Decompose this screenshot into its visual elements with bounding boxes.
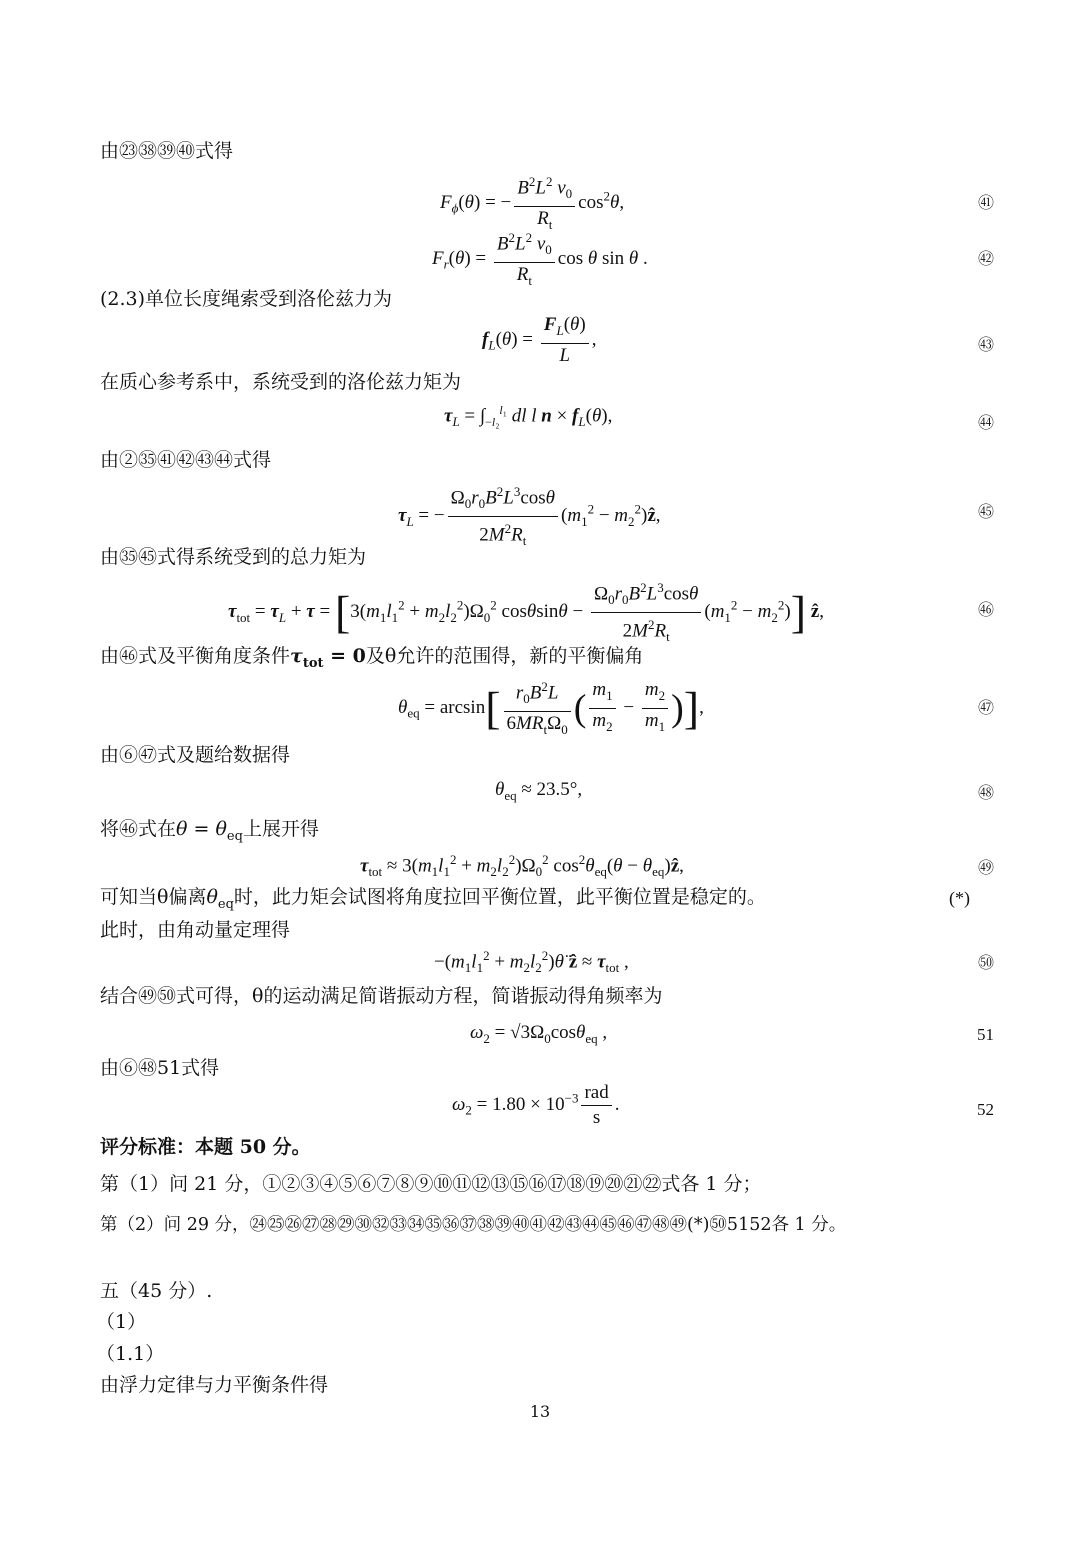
text-segment: 上展开得 <box>242 818 319 840</box>
text-line: 在质心参考系中，系统受到的洛伦兹力矩为 <box>100 371 462 393</box>
subsection-heading: （1） <box>96 1311 147 1333</box>
scoring-part2: 第（2）问 29 分，㉔㉕㉖㉗㉘㉙㉚㉜㉝㉞㉟㊱㊲㊳㊴㊵㊶㊷㊸㊹㊺㊻㊼㊽㊾(*)㊿5152各 1 分。 <box>100 1215 847 1235</box>
text-segment: 可知当θ偏离 <box>100 886 207 908</box>
equation-41: $F_\phi(\theta)$ = − $\frac{B^2L^2 v_0}{R_t}$ $\cos^2\theta$, <box>440 174 625 232</box>
equation-number: ㊻ <box>977 600 994 619</box>
equation-45: $\tau_L$ = − $\frac{\Omega_0r_0B^2L^3\cos\theta}{2M^2R_t}$ ($m_1^2$ − $m_2^2)ẑ$, <box>398 484 661 549</box>
equation-number: ㊽ <box>977 783 994 802</box>
text-line: 将㊻式在$\theta = \theta_{eq}$上展开得 <box>100 818 319 844</box>
equation-number: ㊸ <box>977 335 994 354</box>
equation-47: $\theta_{eq} = \arcsin$[ $\frac{r_0B^2L}{6MR_t\Omega_0}$ ( $\frac{m_1}{m_2}$ − $\frac{m_2}{m_1}$ )], <box>398 679 704 737</box>
equation-number: ㊷ <box>977 249 994 268</box>
equation-46: $\tau_{tot} = \tau_L + \tau = [3(m_1l_1^2 + m_2l_2^2)\Omega_0^2$ cosθsinθ − $\frac{\Omega_0r_0B^2L^3\cos\theta}{2M^2R_t}$ $(m_1^2 - m_2^2)$] ẑ, <box>228 580 824 645</box>
text-segment: 将㊻式在 <box>100 818 177 840</box>
equation-number: 52 <box>977 1100 994 1119</box>
equation-48: $\theta_{eq} \approx 23.5^\circ$, <box>495 779 583 803</box>
equation-number: 51 <box>977 1025 994 1044</box>
equation-42: $F_r(\theta)$ = $\frac{B^2L^2 v_0}{R_t}$ cos θ sin θ . <box>432 230 648 288</box>
text-line: 由⑥㊽51式得 <box>100 1057 220 1079</box>
equation-number: ㊹ <box>977 413 994 432</box>
text-line: 由②㉟㊶㊷㊸㊹式得 <box>100 449 272 471</box>
page-number: 13 <box>529 1402 551 1421</box>
equation-number: ㊼ <box>977 698 994 717</box>
equation-number: ㊾ <box>977 858 994 877</box>
equation-49: $\tau_{tot} \approx 3(m_1l_1^2 + m_2l_2^2)\Omega_0^2$ $\cos^2\theta_{eq}(\theta$ − $\theta_{eq})ẑ$, <box>360 852 684 880</box>
text-line: 由㊻式及平衡角度条件$\tau_{tot} = 0$及θ允许的范围得，新的平衡偏角 <box>100 645 644 671</box>
text-segment: 及θ允许的范围得，新的平衡偏角 <box>365 645 644 667</box>
scoring-title: 评分标准：本题 50 分。 <box>100 1136 311 1158</box>
text-line: (2.3)单位长度绳索受到洛伦兹力为 <box>100 288 393 310</box>
equation-50: $-(m_1l_1^2$ + $m_2l_2^2)\thetä$ ẑ ≈ $\tau_{tot}$ , <box>434 948 629 976</box>
equation-number: ㊶ <box>977 193 994 212</box>
text-segment: 由㊻式及平衡角度条件 <box>100 645 291 667</box>
text-line: 此时，由角动量定理得 <box>100 919 291 941</box>
star-mark: (*) <box>949 888 970 908</box>
section-heading: 五（45 分）. <box>100 1280 213 1302</box>
subsection-heading: （1.1） <box>96 1343 165 1365</box>
text-line: 结合㊾㊿式可得，θ的运动满足简谐振动方程，简谐振动得角频率为 <box>100 985 663 1007</box>
equation-51: $\omega_2 = √3\Omega_0\cos\theta_{eq}$ , <box>470 1022 608 1046</box>
equation-number: ㊿ <box>977 953 994 972</box>
text-line: 由浮力定律与力平衡条件得 <box>100 1374 329 1396</box>
text-line: 由㉟㊺式得系统受到的总力矩为 <box>100 546 367 568</box>
equation-43: $f_L(\theta)$ = $\frac{F_L(\theta)}{L}$ , <box>482 314 597 366</box>
text-line: 可知当θ偏离$\theta_{eq}$时，此力矩会试图将角度拉回平衡位置，此平衡位置是稳定的。 <box>100 886 766 912</box>
text-line: 由㉓㊳㊴㊵式得 <box>100 140 234 162</box>
equation-52: $\omega_2 = 1.80 \times 10^{-3}$ $\frac{\text{rad}}{s}$ . <box>452 1082 620 1128</box>
text-segment: 时，此力矩会试图将角度拉回平衡位置，此平衡位置是稳定的。 <box>233 886 766 908</box>
equation-44: $\tau_L = \int_{-l_2}^{l_1}$ dl l $n \times f_L(\theta)$, <box>444 403 613 430</box>
equation-number: ㊺ <box>977 502 994 521</box>
scoring-part1: 第（1）问 21 分，①②③④⑤⑥⑦⑧⑨⑩⑪⑫⑬⑮⑯⑰⑱⑲⑳㉑㉒式各 1 分； <box>100 1173 762 1195</box>
text-line: 由⑥㊼式及题给数据得 <box>100 744 291 766</box>
